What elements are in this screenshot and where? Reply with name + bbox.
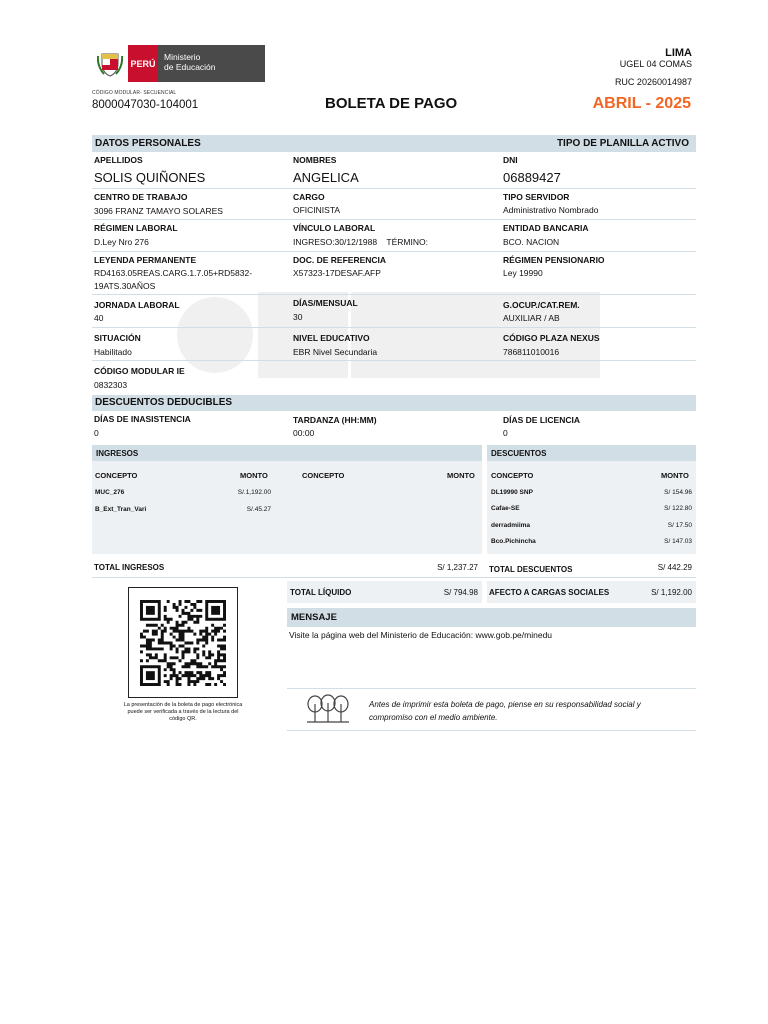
- descuentos-concepto-header: CONCEPTO: [491, 471, 534, 480]
- qr-note-line1: La presentación de la boleta de pago electrónica: [123, 702, 243, 708]
- codigo-modular-label: CÓDIGO MODULAR- SECUENCIAL: [92, 90, 177, 96]
- apellidos-value: SOLIS QUIÑONES: [94, 170, 206, 185]
- qr-note-line3: código QR.: [169, 716, 197, 722]
- plaza-label: CÓDIGO PLAZA NEXUS: [503, 333, 600, 343]
- qr-code-icon: [140, 600, 226, 686]
- eco-message: [369, 698, 641, 724]
- ingresos-monto-header-2: MONTO: [447, 471, 475, 480]
- total-liquido-label: TOTAL LÍQUIDO: [290, 588, 352, 597]
- descuento-concepto: Cafae-SE: [491, 505, 520, 512]
- doc-value: X57323-17DESAF.AFP: [293, 268, 381, 278]
- situacion-label: SITUACIÓN: [94, 333, 141, 343]
- row-divider: [92, 188, 696, 189]
- ruc-label: RUC 20260014987: [614, 77, 692, 87]
- ingresos-header: INGRESOS: [92, 445, 482, 461]
- descuento-concepto: Bco.Pichincha: [491, 538, 536, 545]
- vinculo-label: VÍNCULO LABORAL: [293, 223, 376, 233]
- nombres-value: ANGELICA: [293, 170, 359, 185]
- gocup-value: AUXILIAR / AB: [503, 313, 560, 323]
- total-descuentos-label: TOTAL DESCUENTOS: [489, 565, 573, 574]
- ingresos-concepto-header: CONCEPTO: [95, 471, 138, 480]
- pension-value: Ley 19990: [503, 268, 543, 278]
- logo-ministry: [158, 45, 265, 82]
- eco-divider-bottom: [287, 730, 696, 731]
- plaza-value: 786811010016: [503, 347, 560, 357]
- tipo-servidor-value: Administrativo Nombrado: [503, 205, 599, 215]
- nivel-value: EBR Nivel Secundaria: [293, 347, 378, 357]
- regimen-label: RÉGIMEN LABORAL: [94, 223, 178, 233]
- descuento-concepto: DL19990 SNP: [491, 489, 533, 496]
- descuentos-header: DESCUENTOS: [487, 445, 696, 461]
- row-divider: [92, 219, 696, 220]
- inasistencia-value: 0: [94, 428, 99, 438]
- jornada-label: JORNADA LABORAL: [94, 300, 180, 310]
- row-divider: [92, 360, 696, 361]
- leyenda-value-2: 19ATS.30AÑOS: [94, 281, 156, 291]
- period-label: ABRIL - 2025: [592, 95, 691, 112]
- total-liquido-value: S/ 794.98: [443, 588, 478, 597]
- descuentos-monto-header: MONTO: [661, 471, 689, 480]
- qr-note: [113, 702, 253, 723]
- codigo-modular-value: 8000047030-104001: [92, 99, 199, 111]
- region-label: LIMA: [665, 47, 692, 59]
- centro-value: 3096 FRANZ TAMAYO SOLARES: [94, 206, 223, 216]
- descuento-concepto: derradmiima: [491, 522, 531, 529]
- total-ingresos-value: S/ 1,237.27: [437, 563, 478, 572]
- situacion-value: Habilitado: [94, 347, 132, 357]
- qr-note-line2: puede ser verificada a través de la lectura del: [127, 709, 239, 715]
- modular-label: CÓDIGO MODULAR IE: [94, 366, 185, 376]
- inasistencia-label: DÍAS DE INASISTENCIA: [94, 414, 191, 424]
- entidad-value: BCO. NACION: [503, 237, 560, 247]
- licencia-label: DÍAS DE LICENCIA: [503, 415, 580, 425]
- ingresos-monto-header: MONTO: [240, 471, 268, 480]
- dias-label: DÍAS/MENSUAL: [293, 298, 358, 308]
- trees-icon: [305, 694, 351, 724]
- ingreso-concepto: MUC_276: [95, 489, 125, 496]
- deducibles-title: DESCUENTOS DEDUCIBLES: [95, 397, 233, 408]
- vinculo-value: INGRESO:30/12/1988 TÉRMINO:: [293, 237, 428, 247]
- pension-label: RÉGIMEN PENSIONARIO: [503, 255, 605, 265]
- tipo-servidor-label: TIPO SERVIDOR: [503, 192, 570, 202]
- minedu-logo: [92, 45, 265, 82]
- modular-value: 0832303: [94, 380, 128, 390]
- eco-divider-top: [287, 688, 696, 689]
- mensaje-text: Visite la página web del Ministerio de Educación: www.gob.pe/minedu: [289, 630, 553, 640]
- row-divider: [92, 327, 696, 328]
- descuento-monto: S/ 154.96: [664, 489, 692, 496]
- descuento-monto: S/ 17.50: [667, 522, 692, 529]
- leyenda-label: LEYENDA PERMANENTE: [94, 255, 197, 265]
- row-divider: [92, 294, 696, 295]
- gocup-label: G.OCUP./CAT.REM.: [503, 300, 580, 310]
- dias-value: 30: [293, 312, 303, 322]
- descuento-monto: S/ 122.80: [664, 505, 692, 512]
- afecto-label: AFECTO A CARGAS SOCIALES: [489, 588, 610, 597]
- descuento-monto: S/ 147.03: [664, 538, 692, 545]
- total-ingresos-label: TOTAL INGRESOS: [94, 563, 165, 572]
- tardanza-value: 00:00: [293, 428, 315, 438]
- coat-of-arms-icon: [92, 45, 128, 82]
- leyenda-value-1: RD4163.05REAS.CARG.1.7.05+RD5832-: [94, 268, 253, 278]
- apellidos-label: APELLIDOS: [94, 155, 143, 165]
- tardanza-label: TARDANZA (HH:MM): [293, 415, 377, 425]
- jornada-value: 40: [94, 313, 104, 323]
- row-divider: [92, 577, 696, 578]
- verification-qr-frame: [128, 587, 238, 698]
- page-title: BOLETA DE PAGO: [325, 95, 458, 112]
- datos-personales-bar: [92, 135, 696, 152]
- logo-peru-label: PERÚ: [128, 45, 158, 82]
- entidad-label: ENTIDAD BANCARIA: [503, 223, 589, 233]
- nombres-label: NOMBRES: [293, 155, 337, 165]
- mensaje-header: MENSAJE: [287, 608, 696, 627]
- logo-ministry-line1: Ministerio: [164, 52, 201, 62]
- tipo-planilla: TIPO DE PLANILLA ACTIVO: [556, 138, 689, 149]
- logo-ministry-line2: de Educación: [164, 62, 216, 72]
- dni-value: 06889427: [503, 170, 561, 185]
- afecto-value: S/ 1,192.00: [651, 588, 692, 597]
- deducibles-bar: [92, 395, 696, 411]
- eco-message-line1: Antes de imprimir esta boleta de pago, piense en su responsabilidad social y: [369, 700, 641, 709]
- ingreso-monto: S/.1,192.00: [237, 489, 271, 496]
- total-descuentos-value: S/ 442.29: [657, 563, 692, 572]
- ingreso-concepto: B_Ext_Tran_Vari: [95, 506, 147, 513]
- dni-label: DNI: [503, 155, 518, 165]
- nivel-label: NIVEL EDUCATIVO: [293, 333, 370, 343]
- ingreso-monto: S/.45.27: [246, 506, 271, 513]
- doc-label: DOC. DE REFERENCIA: [293, 255, 387, 265]
- eco-message-line2: compromiso con el medio ambiente.: [369, 713, 498, 722]
- centro-label: CENTRO DE TRABAJO: [94, 192, 188, 202]
- regimen-value: D.Ley Nro 276: [94, 237, 149, 247]
- row-divider: [92, 251, 696, 252]
- datos-personales-title: DATOS PERSONALES: [95, 138, 201, 149]
- ingresos-panel: [92, 445, 482, 554]
- licencia-value: 0: [503, 428, 508, 438]
- ugel-label: UGEL 04 COMAS: [619, 59, 692, 69]
- cargo-label: CARGO: [293, 192, 325, 202]
- ingresos-concepto-header-2: CONCEPTO: [302, 471, 345, 480]
- cargo-value: OFICINISTA: [293, 205, 341, 215]
